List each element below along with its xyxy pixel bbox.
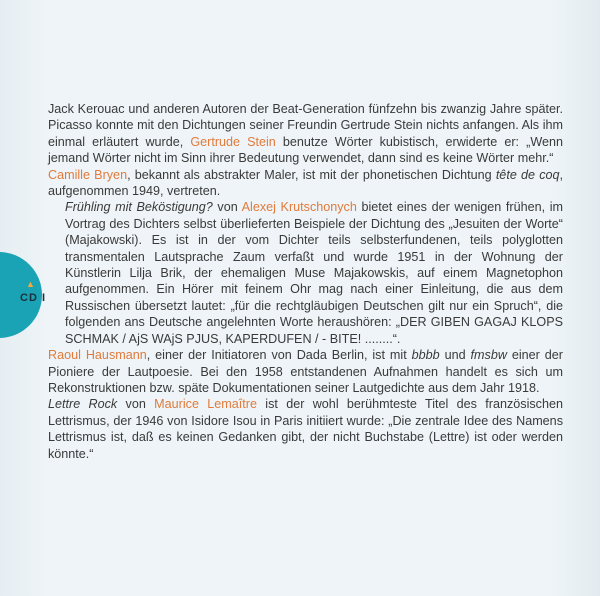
work-title: tête de coq [495, 167, 560, 182]
body-text [48, 101, 563, 462]
paragraph-krutschonych [48, 199, 563, 347]
triangle-up-icon: ▲ [26, 279, 35, 289]
paragraph-bryen [48, 167, 563, 200]
paragraph-text: , aufgenommen 1949, vertreten. [48, 167, 563, 199]
paragraph-text: von [117, 397, 155, 412]
paragraph-text: ist der wohl berühmteste Titel des französischen Lettrismus, der 1946 von Isidore Isou in Paris initiiert wurde: „Die zentrale Idee des Namens Lettrismus ist, daß es keinen Gedanken gibt, der nicht Buchstabe (Lettre) ist oder werden könnte.“ [48, 397, 563, 461]
paragraph-text: und [439, 348, 471, 363]
paragraph-lemaitre [48, 396, 563, 462]
artist-name: Maurice Lemaître [154, 397, 257, 412]
work-title: fmsbw [470, 348, 507, 363]
work-title: Lettre Rock [48, 397, 118, 412]
paragraph-text: , bekannt als abstrakter Maler, ist mit der phonetischen Dichtung [127, 167, 496, 182]
paragraph-text: Jack Kerouac und anderen Autoren der Beat-Generation fünfzehn bis zwanzig Jahre später. Picasso konnte mit den Dichtungen seiner Freundin Gertrude Stein nichts anfangen. Als ihm einmal erläutert wurde, [48, 102, 563, 149]
work-title: Frühling mit Beköstigung? [65, 200, 213, 215]
paragraph-text: einer der Pioniere der Lautpoesie. Bei den 1958 entstandenen Aufnahmen handelt es sich um Rekonstruktionen bzw. späte Dokumentationen seiner Lautgedichte aus dem Jahr 1918. [48, 348, 563, 395]
artist-name: Gertrude Stein [190, 134, 276, 149]
paragraph-stein [48, 101, 563, 167]
work-title: bbbb [411, 348, 440, 363]
artist-name: Alexej Krutschonych [241, 200, 357, 215]
cd-label: CD I [20, 292, 46, 304]
paragraph-text: , einer der Initiatoren von Dada Berlin, ist mit [146, 348, 412, 363]
paragraph-text: bietet eines der wenigen frühen, im Vortrag des Dichters selbst überlieferten Beispiele der Dichtung des „Jesuiten der Worte“ (Majakowski). Es ist in der vom Dichter teils selbsterfundenen, teils polyglotten transmentalen Lautsprache Zaum verfaßt und wurde 1951 in der Wohnung der Künstlerin Lilja Brik, der ehemaligen Muse Majakowskis, auf einem Magnetophon aufgenommen. Ein Hörer mit feinem Ohr mag nach einer Einleitung, die aus dem Russischen übersetzt lautet: „für die rechtgläubigen Deutschen gilt nur ein Spruch“, die folgenden ans Deutsche angelehnten Worte heraushören: „DER GIBEN GAGAJ KLOPS SCHMAK / AjS WAjS PJUS, KAPERDUFEN / - BITE! ........“. [65, 200, 564, 346]
paragraph-text: benutze Wörter kubistisch, erwiderte er: „Wenn jemand Wörter nicht im Sinn ihrer Bedeutung verwendet, dann sind es keine Wörter mehr.“ [48, 134, 563, 166]
artist-name: Raoul Hausmann [48, 348, 147, 363]
paragraph-text: von [212, 200, 242, 215]
paragraph-hausmann [48, 347, 563, 396]
artist-name: Camille Bryen [48, 167, 128, 182]
